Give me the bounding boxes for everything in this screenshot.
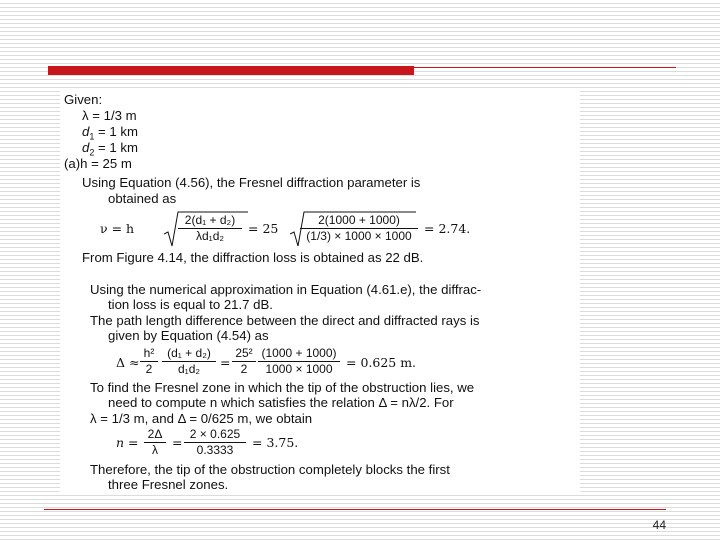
p1-line2: tion loss is equal to 21.7 dB. — [108, 297, 273, 312]
p1-line1: Using the numerical approximation in Equation (4.61.e), the diffrac- — [90, 282, 482, 297]
p3-line1: To find the Fresnel zone in which the tip of the obstruction lies, we — [90, 380, 475, 395]
p2-line2: given by Equation (4.54) as — [108, 328, 269, 343]
p3-line3: λ = 1/3 m, and Δ = 0/625 m, we obtain — [90, 411, 313, 426]
sentence2: From Figure 4.14, the diffraction loss is obtained as 22 dB. — [82, 250, 424, 265]
scanned-solution-image: Given: λ = 1/3 m $d_1 = 1$ km $d_2 = 1$ km (a)h = 25 m Using Equation (4.56), the Fresnel diffraction parameter is obtained as ν = h $\frac{\text{2(d₁ + d₂)}}{\text{λd₁d₂}}$ = 25 $\frac{2(1000 + 1000)}{(1/3) \times 1000 \times 1000}$ = 2.74. From Figure 4.14, the diffraction loss is obtained as 22 dB. Using the numerical approximation in Equation (4.61.e), the diffrac- tion loss is equal to 21.7 dB. The path length difference between the direct and diffracted rays is given by Equation (4.54) as Δ ≈ $\frac{\text{h²}}{2}$ $\frac{\text{(d₁ + d₂)}}{\text{d₁d₂}}$ = $\frac{\text{25²}}{2}$ $\frac{(1000 + 1000)}{1000 \times 1000}$ = 0.625 m. To find the Fresnel zone in which the tip of the obstruction lies, we need to compute n which satisfies the relation Δ = nλ/2. For λ = 1/3 m, and Δ = 0/625 m, we obtain n = $\frac{2\Delta}{\lambda}$ = $\frac{2 \times 0.625}{0.3333}$ = 3.75. Therefore, the tip of the obstruction completely blocks the first three Fresnel zones. — [60, 90, 580, 492]
title-accent-bar — [48, 66, 414, 75]
p3-line2: need to compute n which satisfies the relation Δ = nλ/2. For — [108, 395, 454, 410]
footer-line — [44, 509, 666, 510]
page-number: 44 — [652, 518, 666, 532]
given-d1: $d_1 = 1$ km — [82, 124, 138, 142]
given-heading: Given: — [64, 92, 103, 107]
part-a-label: (a)h = 25 m — [64, 156, 132, 171]
given-lambda: λ = 1/3 m — [82, 108, 137, 123]
p4-line2: three Fresnel zones. — [108, 477, 229, 492]
title-accent-line — [414, 67, 676, 68]
sentence1-line2: obtained as — [108, 191, 177, 206]
given-d2: $d_2 = 1$ km — [82, 140, 138, 158]
p4-line1: Therefore, the tip of the obstruction completely blocks the first — [90, 462, 450, 477]
p2-line1: The path length difference between the direct and diffracted rays is — [90, 313, 480, 328]
sentence1-line1: Using Equation (4.56), the Fresnel diffraction parameter is — [82, 175, 421, 190]
